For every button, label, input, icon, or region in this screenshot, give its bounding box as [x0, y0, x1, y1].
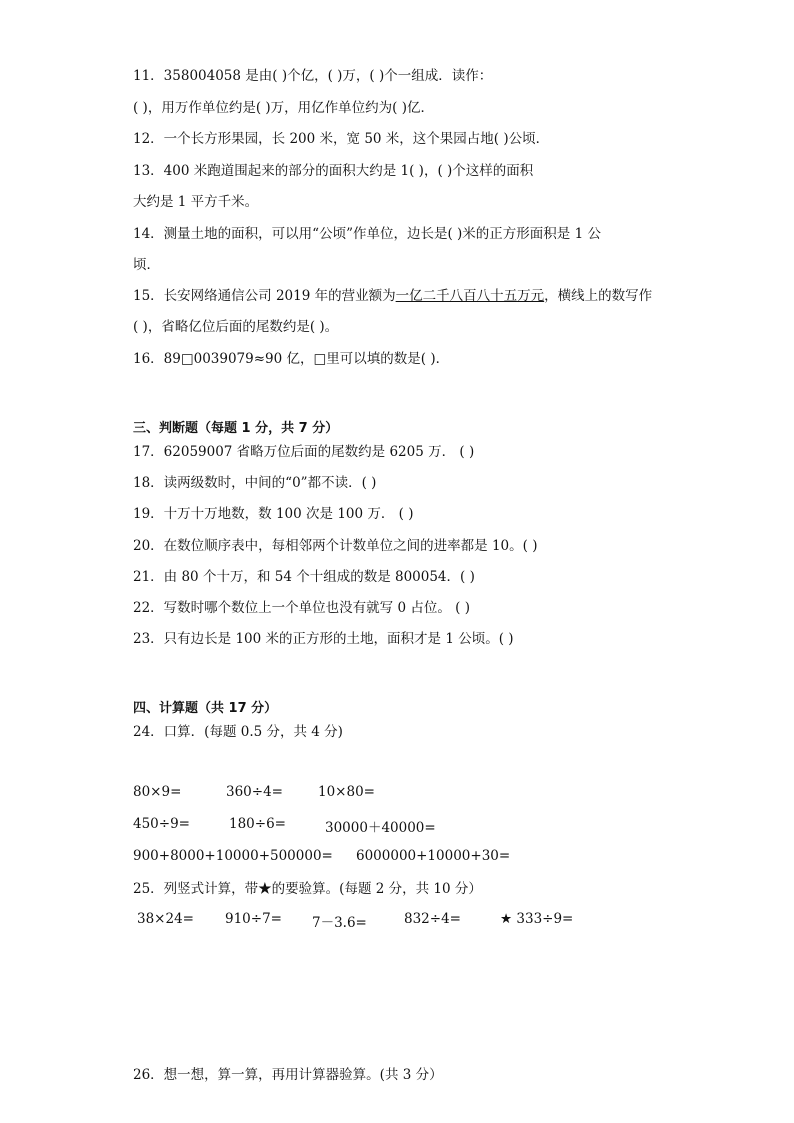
vertical-item: ★ 333÷9= [500, 911, 574, 927]
q21: 21．由 80 个十万，和 54 个十组成的数是 800054．( ) [133, 569, 475, 585]
section4-title: 四、计算题（共 17 分） [133, 701, 278, 716]
mental-item: 450÷9= [133, 816, 190, 832]
q22: 22．写数时哪个数位上一个单位也没有就写 0 占位。 ( ) [133, 600, 470, 616]
q12: 12．一个长方形果园，长 200 米，宽 50 米，这个果园占地( )公顷． [133, 131, 550, 147]
mental-item: 30000＋40000= [325, 820, 436, 836]
q11-line1: 11．358004058 是由( )个亿，( )万，( )个一组成．读作： [133, 68, 493, 84]
q24-title: 24．口算．(每题 0.5 分，共 4 分) [133, 724, 343, 740]
q13-line2: 大约是 1 平方千米。 [133, 194, 259, 210]
vertical-item: 832÷4= [404, 911, 461, 927]
q15-post: ，横线上的数写作 [544, 288, 653, 304]
q14-line1: 14．测量土地的面积，可以用“公顷”作单位，边长是( )米的正方形面积是 1 公 [133, 226, 601, 242]
q19: 19．十万十万地数，数 100 次是 100 万． ( ) [133, 506, 414, 522]
vertical-item: 7－3.6= [312, 915, 367, 931]
q15-line2: ( )，省略亿位后面的尾数约是( )。 [133, 319, 339, 335]
vertical-item: 910÷7= [225, 911, 282, 927]
mental-item: 900+8000+10000+500000= [133, 848, 333, 864]
q15-underlined: 一亿二千八百八十五万元 [395, 288, 545, 304]
q23: 23．只有边长是 100 米的正方形的土地，面积才是 1 公顷。( ) [133, 631, 514, 647]
q14-line2: 顷． [133, 257, 160, 273]
q16: 16．89□0039079≈90 亿，□里可以填的数是( )． [133, 351, 450, 367]
q11-line2: ( )，用万作单位约是( )万，用亿作单位约为( )亿． [133, 100, 434, 116]
vertical-item: 38×24= [137, 911, 194, 927]
q26-title: 26．想一想，算一算，再用计算器验算。(共 3 分） [133, 1067, 443, 1083]
mental-item: 6000000+10000+30= [356, 848, 511, 864]
mental-item: 360÷4= [226, 784, 283, 800]
mental-item: 10×80= [318, 784, 375, 800]
q17: 17．62059007 省略万位后面的尾数约是 6205 万． ( ) [133, 444, 475, 460]
mental-item: 180÷6= [229, 816, 286, 832]
q13-line1: 13．400 米跑道围起来的部分的面积大约是 1( )，( )个这样的面积 [133, 163, 534, 179]
q25-title: 25．列竖式计算，带★的要验算。(每题 2 分，共 10 分） [133, 881, 482, 897]
mental-item: 80×9= [133, 784, 182, 800]
q15-line1 [133, 287, 652, 305]
q15-pre: 15．长安网络通信公司 2019 年的营业额为 [133, 288, 396, 304]
q20: 20．在数位顺序表中，每相邻两个计数单位之间的进率都是 10。( ) [133, 538, 538, 554]
section3-title: 三、判断题（每题 1 分，共 7 分） [133, 421, 339, 436]
q18: 18．读两级数时，中间的“0”都不读．( ) [133, 475, 377, 491]
